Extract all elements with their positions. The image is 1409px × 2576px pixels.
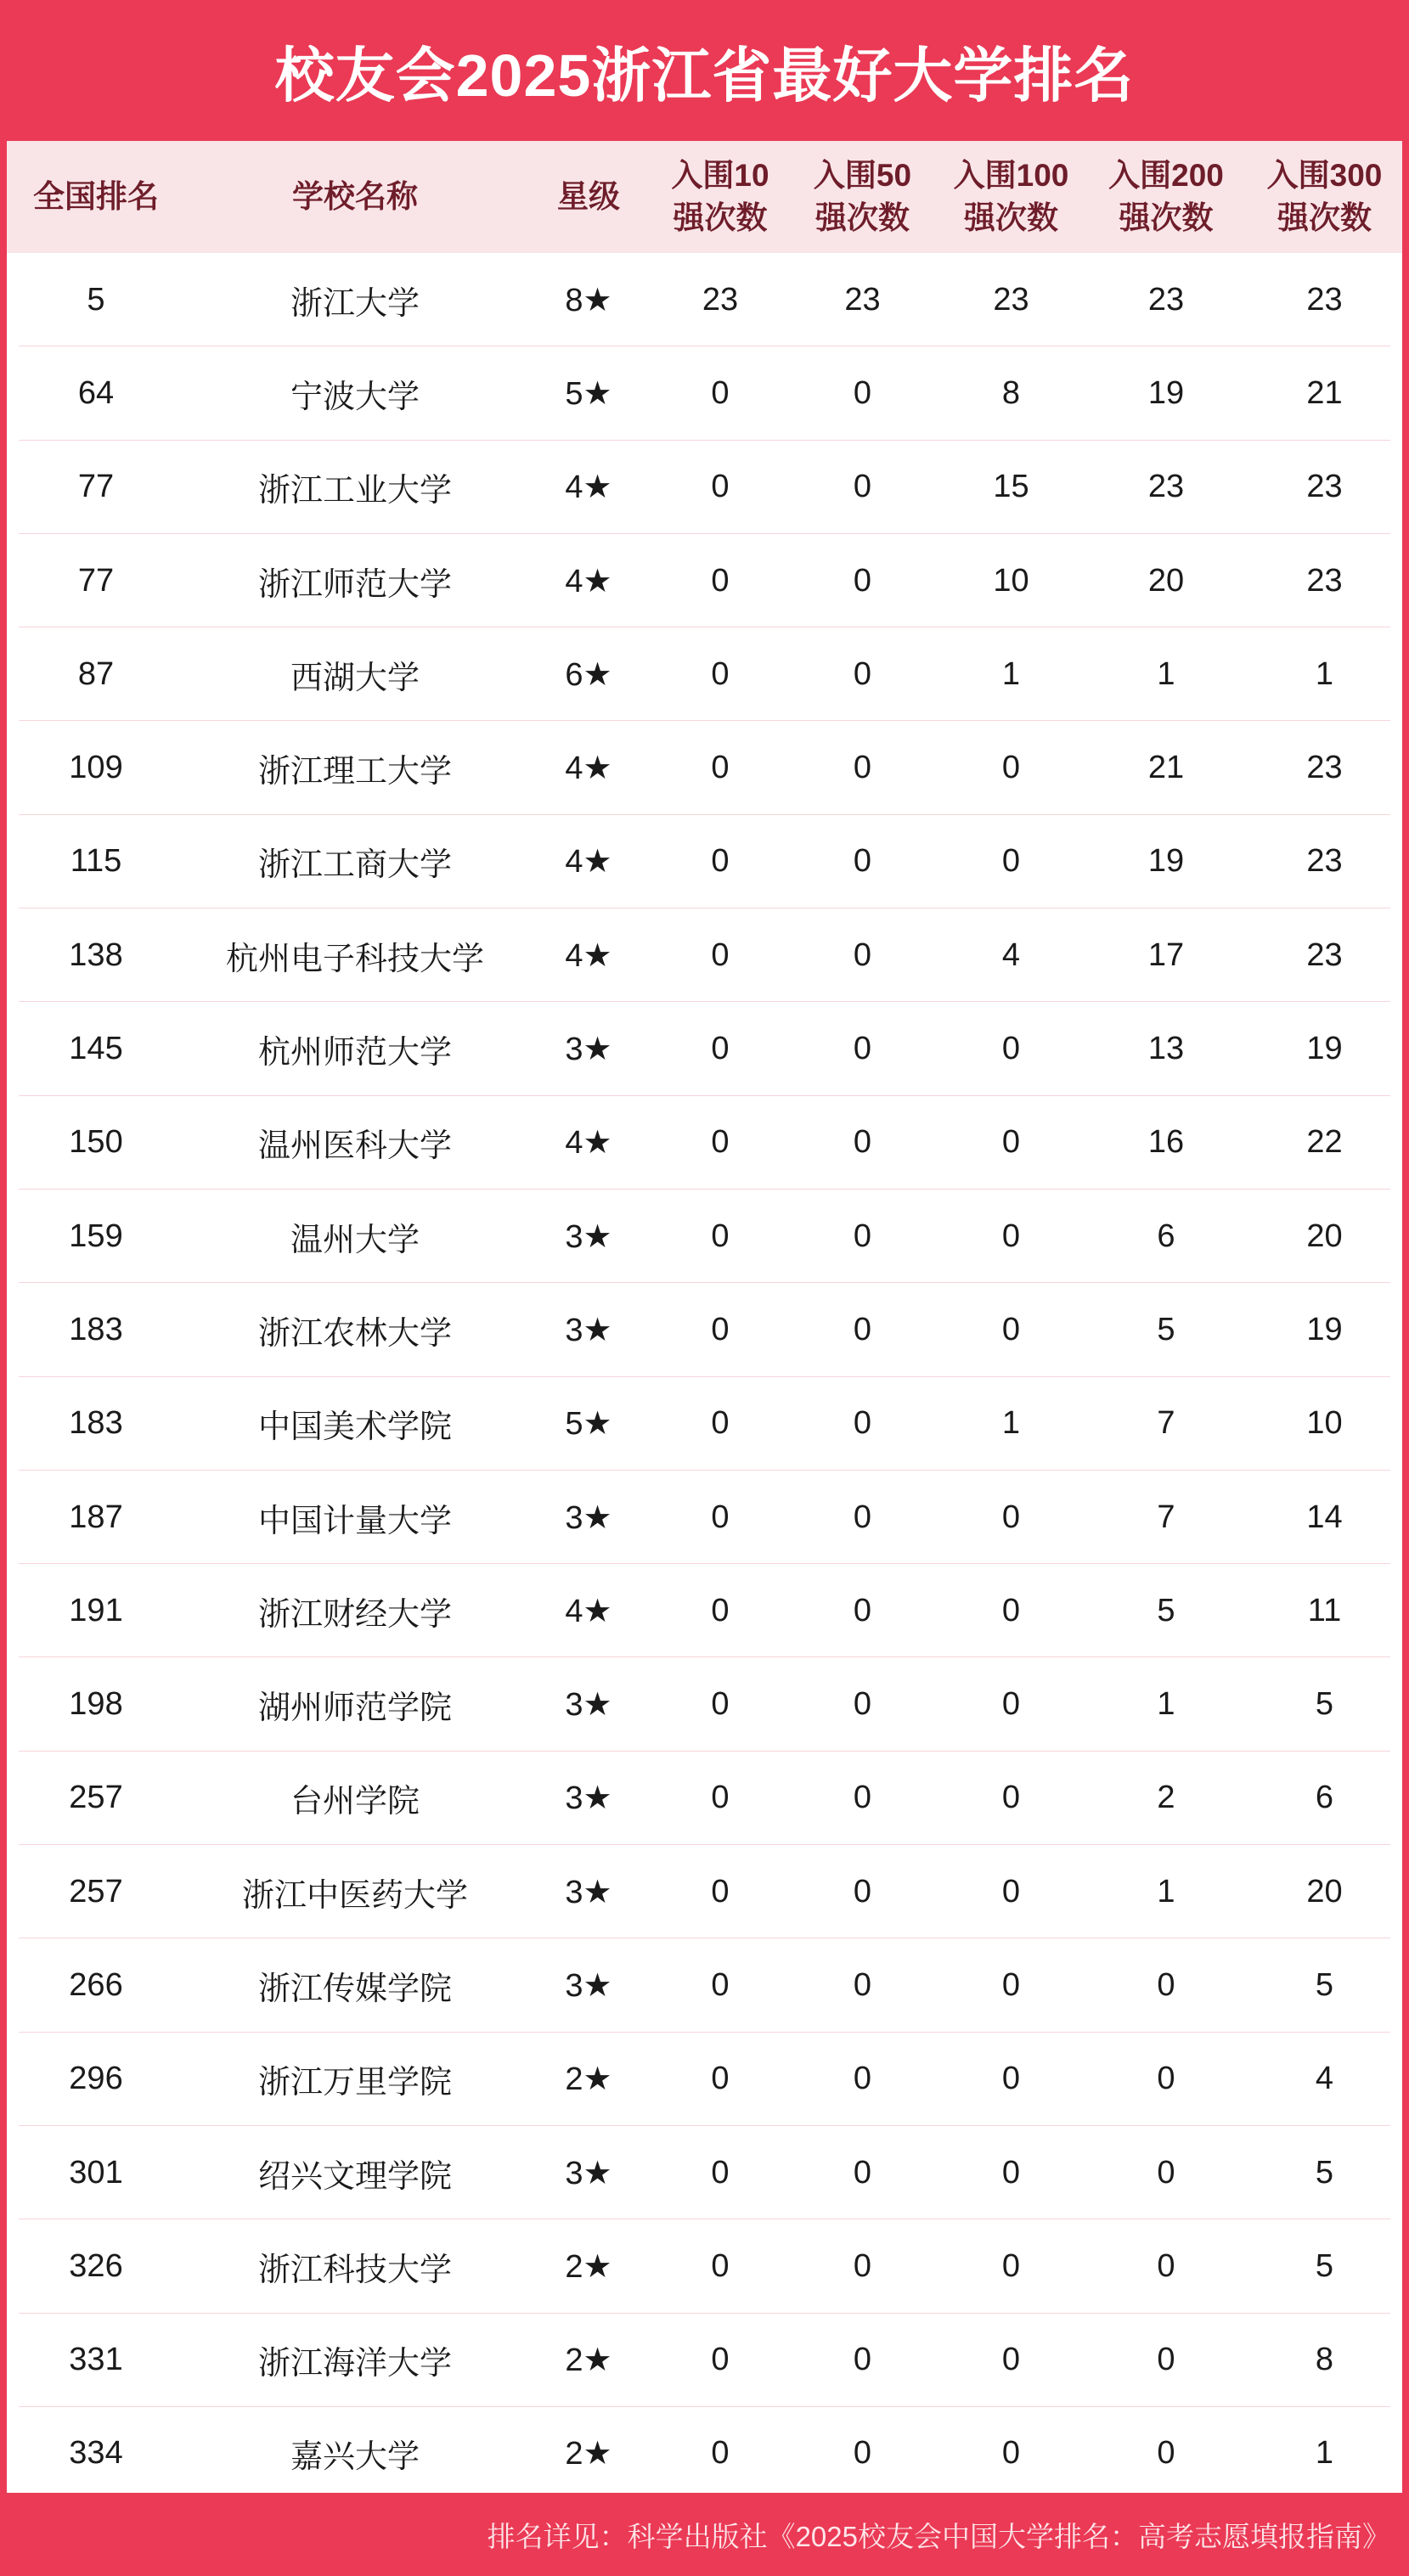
cell-rank: 257 bbox=[69, 1780, 123, 1816]
cell-stars: 3★ bbox=[565, 1780, 612, 1817]
cell-top100: 0 bbox=[1001, 1780, 1021, 1816]
table-row bbox=[7, 1938, 1402, 2032]
cell-rank: 191 bbox=[69, 1592, 123, 1628]
cell-top100: 1 bbox=[1001, 1405, 1021, 1442]
cell-top100: 0 bbox=[1001, 843, 1021, 880]
cell-stars: 3★ bbox=[565, 1687, 612, 1724]
cell-school: 杭州师范大学 bbox=[257, 1035, 452, 1071]
cell-top100: 8 bbox=[1001, 374, 1021, 411]
cell-top50: 0 bbox=[853, 655, 872, 692]
table-row bbox=[7, 2033, 1402, 2126]
header-top100-line1: 入围100 bbox=[953, 158, 1069, 193]
cell-school: 浙江师范大学 bbox=[257, 566, 452, 603]
cell-rank: 5 bbox=[87, 281, 105, 318]
cell-top10: 0 bbox=[711, 843, 730, 880]
cell-top50: 0 bbox=[853, 1780, 872, 1816]
cell-school: 浙江理工大学 bbox=[257, 754, 452, 790]
table-row bbox=[7, 253, 1402, 346]
cell-top50: 0 bbox=[853, 1592, 872, 1628]
cell-rank: 296 bbox=[69, 2061, 123, 2097]
cell-top200: 0 bbox=[1157, 2435, 1175, 2472]
header-school bbox=[185, 141, 525, 253]
table-row bbox=[7, 2314, 1402, 2407]
cell-top200: 20 bbox=[1147, 562, 1185, 599]
cell-stars: 3★ bbox=[565, 1967, 612, 2004]
cell-top50: 0 bbox=[853, 2154, 872, 2191]
cell-top200: 7 bbox=[1157, 1499, 1175, 1535]
cell-rank: 150 bbox=[69, 1124, 123, 1161]
cell-top300: 23 bbox=[1306, 562, 1343, 599]
cell-school: 浙江农林大学 bbox=[257, 1315, 452, 1352]
cell-top50: 0 bbox=[853, 374, 872, 411]
table-row bbox=[7, 1377, 1402, 1471]
table-row bbox=[7, 534, 1402, 627]
cell-rank: 145 bbox=[69, 1031, 123, 1067]
cell-top50: 0 bbox=[853, 750, 872, 786]
cell-top200: 0 bbox=[1157, 2154, 1175, 2191]
cell-top200: 19 bbox=[1147, 843, 1185, 880]
cell-top100: 15 bbox=[993, 469, 1029, 505]
cell-stars: 3★ bbox=[565, 2155, 612, 2191]
cell-top200: 5 bbox=[1157, 1311, 1175, 1347]
cell-school: 浙江工商大学 bbox=[257, 847, 452, 884]
cell-school: 绍兴文理学院 bbox=[257, 2158, 452, 2195]
cell-top10: 0 bbox=[711, 2247, 730, 2284]
cell-top300: 5 bbox=[1315, 1686, 1334, 1723]
cell-rank: 183 bbox=[69, 1311, 123, 1347]
cell-top10: 0 bbox=[711, 1966, 730, 2003]
cell-top200: 13 bbox=[1147, 1031, 1185, 1067]
cell-top10: 0 bbox=[711, 1873, 730, 1910]
cell-top100: 0 bbox=[1001, 1031, 1021, 1067]
cell-top50: 0 bbox=[853, 562, 872, 599]
cell-top50: 0 bbox=[853, 1686, 872, 1723]
cell-rank: 159 bbox=[69, 1218, 123, 1254]
cell-stars: 4★ bbox=[565, 844, 612, 880]
cell-top50: 23 bbox=[844, 281, 881, 318]
cell-school: 杭州电子科技大学 bbox=[225, 941, 484, 977]
table-row bbox=[7, 1752, 1402, 1845]
cell-top300: 20 bbox=[1306, 1873, 1343, 1910]
cell-top300: 5 bbox=[1315, 2247, 1334, 2284]
cell-rank: 64 bbox=[77, 374, 115, 411]
cell-school: 宁波大学 bbox=[290, 379, 420, 415]
cell-school: 浙江传媒学院 bbox=[257, 1971, 452, 2007]
header-top200-line1: 入围200 bbox=[1108, 158, 1224, 193]
table-row bbox=[7, 908, 1402, 1002]
header-top50 bbox=[788, 141, 937, 253]
table-row bbox=[7, 1283, 1402, 1376]
header-top300-line2: 强次数 bbox=[1277, 200, 1372, 235]
cell-school: 浙江财经大学 bbox=[257, 1596, 452, 1633]
cell-stars: 2★ bbox=[565, 2248, 612, 2285]
source-note: 排名详见：科学出版社《2025校友会中国大学排名：高考志愿填报指南》 bbox=[487, 2520, 1390, 2552]
cell-top100: 0 bbox=[1001, 1873, 1021, 1910]
cell-top200: 16 bbox=[1147, 1124, 1185, 1161]
table-row bbox=[7, 1845, 1402, 1938]
cell-top10: 23 bbox=[702, 281, 739, 318]
cell-stars: 4★ bbox=[565, 563, 612, 599]
cell-stars: 6★ bbox=[565, 656, 612, 693]
cell-stars: 3★ bbox=[565, 1218, 612, 1255]
cell-top50: 0 bbox=[853, 1124, 872, 1161]
cell-top50: 0 bbox=[853, 1966, 872, 2003]
cell-top10: 0 bbox=[711, 750, 730, 786]
cell-stars: 4★ bbox=[565, 1125, 612, 1161]
cell-top300: 23 bbox=[1306, 469, 1343, 505]
cell-top200: 0 bbox=[1157, 2342, 1175, 2378]
cell-top50: 0 bbox=[853, 1218, 872, 1254]
cell-top100: 0 bbox=[1001, 2154, 1021, 2191]
cell-top50: 0 bbox=[853, 2061, 872, 2097]
cell-top10: 0 bbox=[711, 1405, 730, 1442]
header-top100 bbox=[937, 141, 1085, 253]
cell-top200: 23 bbox=[1147, 469, 1185, 505]
cell-school: 西湖大学 bbox=[290, 660, 420, 696]
cell-top10: 0 bbox=[711, 469, 730, 505]
cell-top200: 2 bbox=[1157, 1780, 1175, 1816]
cell-top300: 22 bbox=[1306, 1124, 1343, 1161]
cell-rank: 301 bbox=[69, 2154, 123, 2191]
cell-stars: 5★ bbox=[565, 1406, 612, 1443]
cell-rank: 183 bbox=[69, 1405, 123, 1442]
cell-stars: 2★ bbox=[565, 2436, 612, 2472]
cell-rank: 266 bbox=[69, 1966, 123, 2003]
cell-school: 中国计量大学 bbox=[257, 1503, 452, 1539]
cell-top10: 0 bbox=[711, 1499, 730, 1535]
cell-top300: 21 bbox=[1306, 374, 1343, 411]
header-top50-line1: 入围50 bbox=[813, 158, 912, 193]
cell-stars: 4★ bbox=[565, 1593, 612, 1629]
cell-rank: 87 bbox=[77, 655, 115, 692]
header-top50-line2: 强次数 bbox=[815, 200, 910, 235]
cell-school: 温州大学 bbox=[290, 1222, 420, 1258]
cell-top300: 1 bbox=[1315, 655, 1334, 692]
cell-school: 温州医科大学 bbox=[257, 1128, 452, 1165]
header-top300-line1: 入围300 bbox=[1266, 158, 1383, 193]
table-row bbox=[7, 721, 1402, 814]
cell-top300: 19 bbox=[1306, 1031, 1343, 1067]
cell-top300: 19 bbox=[1306, 1311, 1343, 1347]
cell-top200: 0 bbox=[1157, 2247, 1175, 2284]
cell-stars: 4★ bbox=[565, 751, 612, 787]
table-body bbox=[7, 253, 1402, 2500]
cell-stars: 3★ bbox=[565, 1874, 612, 1910]
cell-top10: 0 bbox=[711, 1031, 730, 1067]
cell-top100: 0 bbox=[1001, 1686, 1021, 1723]
cell-top200: 0 bbox=[1157, 2061, 1175, 2097]
cell-top200: 23 bbox=[1147, 281, 1185, 318]
cell-top100: 0 bbox=[1001, 2247, 1021, 2284]
cell-top50: 0 bbox=[853, 2247, 872, 2284]
cell-school: 浙江大学 bbox=[290, 285, 420, 322]
header-top10 bbox=[652, 141, 788, 253]
cell-rank: 77 bbox=[77, 562, 115, 599]
cell-top300: 1 bbox=[1315, 2435, 1334, 2472]
cell-top50: 0 bbox=[853, 2435, 872, 2472]
table-row bbox=[7, 2219, 1402, 2313]
cell-top300: 11 bbox=[1307, 1592, 1342, 1628]
cell-top10: 0 bbox=[711, 2342, 730, 2378]
table-row bbox=[7, 1002, 1402, 1095]
header-school-label: 学校名称 bbox=[292, 179, 418, 214]
table-row bbox=[7, 1471, 1402, 1564]
cell-rank: 257 bbox=[69, 1873, 123, 1910]
table-row bbox=[7, 1657, 1402, 1751]
cell-top100: 0 bbox=[1001, 1499, 1021, 1535]
cell-school: 浙江工业大学 bbox=[257, 473, 452, 509]
table-row bbox=[7, 815, 1402, 908]
cell-top300: 4 bbox=[1315, 2061, 1334, 2097]
header-top10-line1: 入围10 bbox=[671, 158, 769, 193]
cell-stars: 5★ bbox=[565, 375, 612, 412]
cell-top100: 0 bbox=[1001, 2342, 1021, 2378]
table-row bbox=[7, 1096, 1402, 1190]
table-row bbox=[7, 346, 1402, 440]
header-top200-line2: 强次数 bbox=[1119, 200, 1214, 235]
cell-stars: 8★ bbox=[565, 282, 612, 318]
cell-stars: 3★ bbox=[565, 1312, 612, 1348]
cell-school: 中国美术学院 bbox=[257, 1409, 452, 1446]
cell-school: 浙江海洋大学 bbox=[257, 2346, 452, 2382]
cell-top300: 14 bbox=[1306, 1499, 1343, 1535]
cell-top50: 0 bbox=[853, 2342, 872, 2378]
cell-top100: 0 bbox=[1001, 1592, 1021, 1628]
cell-top300: 23 bbox=[1306, 936, 1343, 973]
header-rank-label: 全国排名 bbox=[33, 179, 159, 214]
cell-top200: 7 bbox=[1157, 1405, 1175, 1442]
cell-top200: 6 bbox=[1157, 1218, 1175, 1254]
cell-school: 嘉兴大学 bbox=[290, 2439, 420, 2476]
cell-top200: 19 bbox=[1147, 374, 1185, 411]
cell-top100: 0 bbox=[1001, 1311, 1021, 1347]
cell-top200: 17 bbox=[1147, 936, 1185, 973]
cell-top100: 23 bbox=[993, 281, 1029, 318]
cell-top10: 0 bbox=[711, 1686, 730, 1723]
cell-school: 浙江万里学院 bbox=[257, 2065, 452, 2101]
cell-school: 浙江科技大学 bbox=[257, 2252, 452, 2288]
table-row bbox=[7, 1190, 1402, 1283]
cell-top300: 23 bbox=[1306, 281, 1343, 318]
table-row bbox=[7, 441, 1402, 534]
cell-top50: 0 bbox=[853, 1031, 872, 1067]
header-top100-line2: 强次数 bbox=[964, 200, 1058, 235]
header-top10-line2: 强次数 bbox=[673, 200, 768, 235]
cell-top10: 0 bbox=[711, 374, 730, 411]
cell-top50: 0 bbox=[853, 469, 872, 505]
cell-top100: 1 bbox=[1001, 655, 1021, 692]
table-header bbox=[7, 141, 1402, 253]
cell-top200: 1 bbox=[1157, 1686, 1175, 1723]
cell-top300: 5 bbox=[1315, 1966, 1334, 2003]
cell-top100: 0 bbox=[1001, 750, 1021, 786]
cell-top200: 21 bbox=[1147, 750, 1185, 786]
cell-top10: 0 bbox=[711, 1780, 730, 1816]
cell-top10: 0 bbox=[711, 655, 730, 692]
cell-rank: 198 bbox=[69, 1686, 123, 1723]
header-rank bbox=[7, 141, 185, 253]
cell-top10: 0 bbox=[711, 936, 730, 973]
cell-top10: 0 bbox=[711, 2061, 730, 2097]
cell-top300: 23 bbox=[1306, 750, 1343, 786]
cell-top300: 6 bbox=[1315, 1780, 1334, 1816]
cell-top10: 0 bbox=[711, 562, 730, 599]
cell-top300: 20 bbox=[1306, 1218, 1343, 1254]
table-row bbox=[7, 2407, 1402, 2500]
cell-top50: 0 bbox=[853, 843, 872, 880]
cell-rank: 326 bbox=[69, 2247, 123, 2284]
cell-top10: 0 bbox=[711, 1124, 730, 1161]
ranking-table bbox=[7, 141, 1402, 2493]
cell-stars: 2★ bbox=[565, 2343, 612, 2379]
cell-top300: 23 bbox=[1306, 843, 1343, 880]
cell-top100: 10 bbox=[993, 562, 1029, 599]
cell-rank: 331 bbox=[69, 2342, 123, 2378]
cell-top200: 0 bbox=[1157, 1966, 1175, 2003]
cell-stars: 4★ bbox=[565, 937, 612, 974]
cell-top200: 5 bbox=[1157, 1592, 1175, 1628]
cell-top100: 0 bbox=[1001, 1124, 1021, 1161]
cell-top10: 0 bbox=[711, 1218, 730, 1254]
table-row bbox=[7, 2126, 1402, 2219]
cell-stars: 3★ bbox=[565, 1499, 612, 1536]
cell-rank: 187 bbox=[69, 1499, 123, 1535]
header-top300 bbox=[1247, 141, 1402, 253]
cell-school: 浙江中医药大学 bbox=[241, 1877, 468, 1914]
cell-rank: 138 bbox=[69, 936, 123, 973]
cell-rank: 77 bbox=[77, 469, 115, 505]
cell-top200: 1 bbox=[1157, 655, 1175, 692]
header-stars bbox=[525, 141, 652, 253]
cell-top50: 0 bbox=[853, 1873, 872, 1910]
cell-top10: 0 bbox=[711, 2435, 730, 2472]
cell-top50: 0 bbox=[853, 1405, 872, 1442]
header-top200 bbox=[1085, 141, 1247, 253]
cell-top100: 0 bbox=[1001, 2435, 1021, 2472]
cell-stars: 2★ bbox=[565, 2061, 612, 2098]
cell-rank: 334 bbox=[69, 2435, 123, 2472]
cell-top100: 4 bbox=[1001, 936, 1021, 973]
cell-top10: 0 bbox=[711, 1592, 730, 1628]
cell-school: 台州学院 bbox=[290, 1784, 420, 1820]
cell-top100: 0 bbox=[1001, 1966, 1021, 2003]
cell-top300: 10 bbox=[1306, 1405, 1343, 1442]
cell-rank: 115 bbox=[70, 843, 122, 880]
cell-stars: 3★ bbox=[565, 1032, 612, 1068]
cell-school: 湖州师范学院 bbox=[257, 1690, 452, 1727]
cell-stars: 4★ bbox=[565, 470, 612, 506]
cell-top200: 1 bbox=[1157, 1873, 1175, 1910]
cell-top100: 0 bbox=[1001, 1218, 1021, 1254]
page-title: 校友会2025浙江省最好大学排名 bbox=[274, 42, 1135, 109]
cell-top300: 8 bbox=[1315, 2342, 1334, 2378]
cell-top10: 0 bbox=[711, 1311, 730, 1347]
table-row bbox=[7, 627, 1402, 721]
cell-rank: 109 bbox=[69, 750, 123, 786]
cell-top50: 0 bbox=[853, 1499, 872, 1535]
table-row bbox=[7, 1564, 1402, 1657]
cell-top50: 0 bbox=[853, 1311, 872, 1347]
cell-top10: 0 bbox=[711, 2154, 730, 2191]
header-stars-label: 星级 bbox=[557, 179, 620, 214]
cell-top50: 0 bbox=[853, 936, 872, 973]
cell-top100: 0 bbox=[1001, 2061, 1021, 2097]
cell-top300: 5 bbox=[1315, 2154, 1334, 2191]
